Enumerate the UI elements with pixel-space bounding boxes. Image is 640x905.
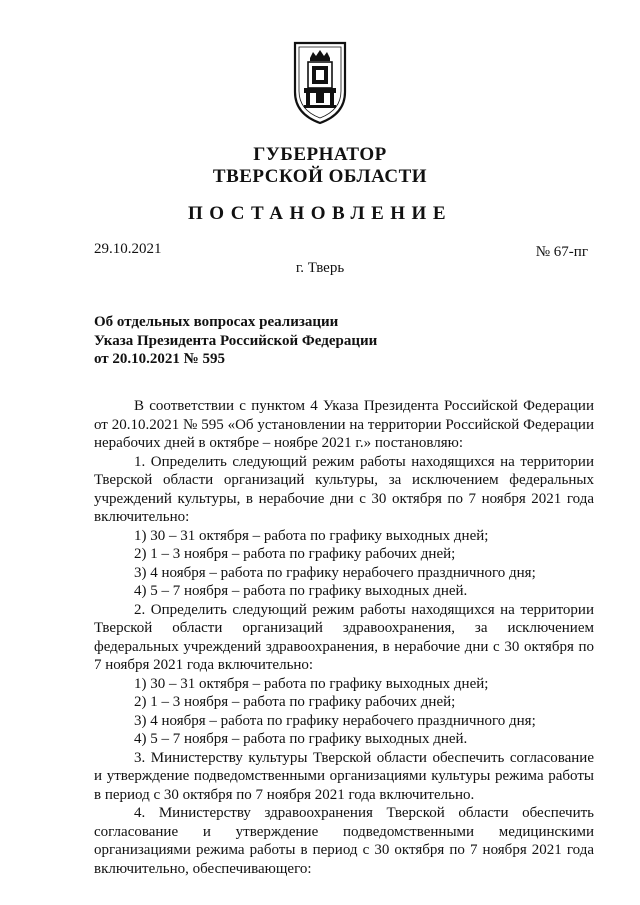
document-subject: [94, 313, 424, 369]
coat-of-arms-icon: [292, 40, 348, 126]
list-item: 4) 5 – 7 ноября – работа по графику выходных дней.: [134, 731, 468, 747]
list-item: 1) 30 – 31 октября – работа по графику выходных дней;: [134, 675, 489, 692]
document-city: г. Тверь: [295, 260, 345, 276]
list-item: 2) 1 – 3 ноября – работа по графику рабочих дней;: [134, 694, 456, 710]
document-body: [94, 397, 594, 878]
subject-line: Указа Президента Российской Федерации: [94, 332, 378, 349]
list-item: 3) 4 ноября – работа по графику нерабочего праздничного дня;: [134, 564, 536, 581]
list-item: 2) 1 – 3 ноября – работа по графику рабочих дней;: [134, 546, 456, 562]
list-item: 4) 5 – 7 ноября – работа по графику выходных дней.: [134, 583, 468, 599]
list-item: 1) 30 – 31 октября – работа по графику выходных дней;: [134, 527, 489, 544]
document-number: № 67-пг: [535, 244, 588, 260]
body-paragraph: 3. Министерству культуры Тверской области обеспечить согласование и утверждение подведомственными организациями культуры режима работы в период с 30 октября по 7 ноября 2021 года включительно.: [94, 749, 594, 803]
body-paragraph: 2. Определить следующий режим работы находящихся на территории Тверской области организаций здравоохранения, за исключением федеральных учреждений здравоохранения, в нерабочие дни с 30 октября по 7 ноября 2021 года включительно:: [94, 601, 594, 673]
subject-line: Об отдельных вопросах реализации: [94, 314, 339, 330]
body-paragraph: 1. Определить следующий режим работы находящихся на территории Тверской области организаций культуры, за исключением федеральных учреждений культуры, в нерабочие дни с 30 октября по 7 ноября 2021 года включительно:: [94, 453, 594, 525]
body-paragraph: В соответствии с пунктом 4 Указа Президента Российской Федерации от 20.10.2021 № 595 «Об установлении на территории Российской Федерации нерабочих дней в октябре – ноябре 2021 г.» постановляю:: [94, 398, 594, 451]
authority-title-line-1: ГУБЕРНАТОР: [253, 144, 387, 165]
subject-line: от 20.10.2021 № 595: [94, 351, 225, 367]
body-paragraph: 4. Министерству здравоохранения Тверской области обеспечить согласование и утверждение подведомственными медицинскими организациями режима работы в период с 30 октября по 7 ноября 2021 года включительно, обеспечивающего:: [94, 805, 594, 877]
document-type-heading: ПОСТАНОВЛЕНИЕ: [187, 203, 453, 224]
list-item: 3) 4 ноября – работа по графику нерабочего праздничного дня;: [134, 712, 536, 729]
authority-title-line-2: ТВЕРСКОЙ ОБЛАСТИ: [212, 166, 428, 187]
document-date: 29.10.2021: [94, 241, 162, 257]
